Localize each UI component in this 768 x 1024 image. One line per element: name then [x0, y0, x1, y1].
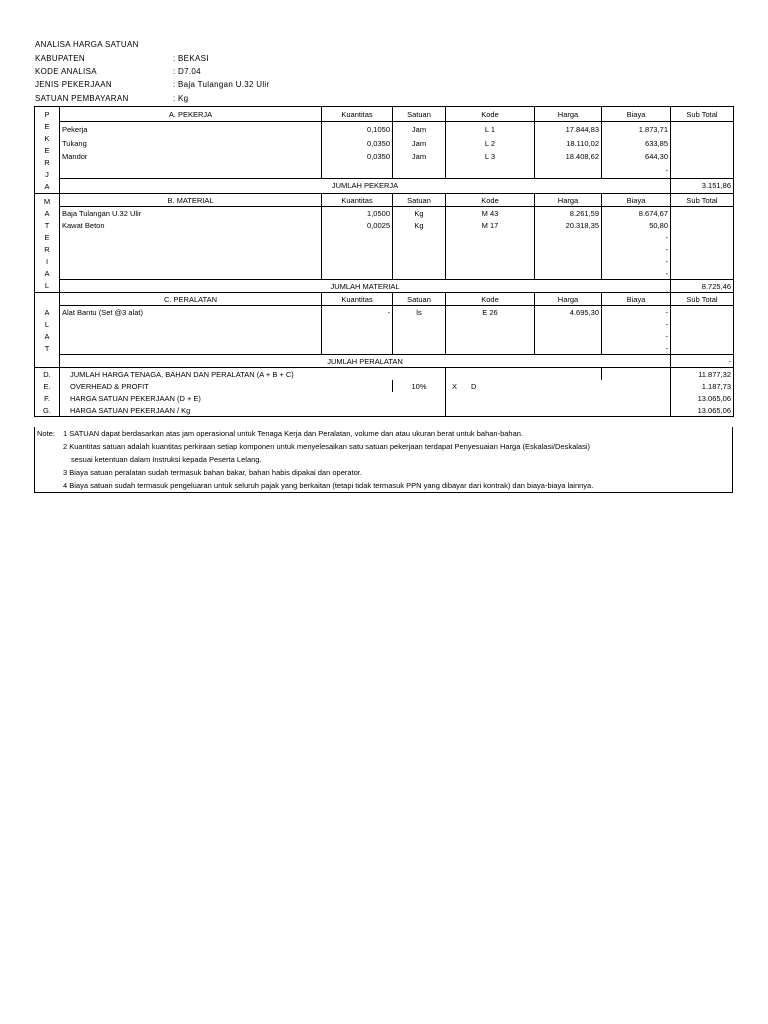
table-row: - [35, 267, 734, 280]
note-line-2: 2 Kuantitas satuan adalah kuantitas perkiraan setiap komponen untuk menyelesaikan satu satuan pekerjaan terdapat Penyesuaian Harga (Eskalasi/Deskalasi) [63, 442, 590, 451]
header-label-jenis: JENIS PEKERJAAN [35, 80, 112, 89]
pekerja-header-row [35, 107, 734, 122]
table-row: - [35, 342, 734, 355]
col-harga: Harga [535, 107, 602, 122]
table-row: - [35, 330, 734, 342]
header-value-satuan: : Kg [173, 94, 189, 103]
header-value-jenis: : Baja Tulangan U.32 Ulir [173, 80, 270, 89]
header-label-kabupaten: KABUPATEN [35, 54, 85, 63]
notes-block [34, 427, 733, 493]
table-row: - [35, 255, 734, 267]
material-total-row [35, 280, 734, 293]
table-row: - [35, 231, 734, 243]
col-satuan: Satuan [393, 107, 446, 122]
peralatan-total-label: JUMLAH PERALATAN [60, 355, 671, 368]
note-line-2b: sesuai ketentuan dalam Instruksi kepada Peserta Lelang. [71, 455, 262, 464]
summary-row-d: D. JUMLAH HARGA TENAGA, BAHAN DAN PERALATAN (A + B + C) 11.877,32 [35, 368, 734, 381]
pekerja-total-value: 3.151,86 [671, 178, 734, 193]
table-row: Pekerja 0,1050 Jam L 1 17.844,83 1.873,71 [35, 122, 734, 137]
table-row: Tukang 0,0350 Jam L 2 18.110,02 633,85 [35, 136, 734, 150]
note-line-3: 3 Biaya satuan peralatan sudah termasuk bahan bakar, bahan habis dipakai dan operator. [63, 468, 362, 477]
document-title: ANALISA HARGA SATUAN [35, 40, 139, 49]
peralatan-side-label: A L A T [35, 293, 60, 368]
table-row: - [35, 318, 734, 330]
notes-label: Note: [37, 429, 55, 438]
material-total-value: 8.725,46 [671, 280, 734, 293]
peralatan-header-row: A L A T C. PERALATAN Kuantitas Satuan Kode Harga Biaya Sub Total [35, 293, 734, 306]
material-title: B. MATERIAL [60, 194, 322, 207]
pekerja-total-label: JUMLAH PEKERJA [60, 178, 671, 193]
table-row: Baja Tulangan U.32 Ulir 1,0500 Kg M 43 8.261,59 8.674,67 [35, 207, 734, 220]
table-row: Alat Bantu (Set @3 alat) - ls E 26 4.695,30 - [35, 306, 734, 319]
peralatan-title: C. PERALATAN [60, 293, 322, 306]
note-line-4: 4 Biaya satuan sudah termasuk pengeluaran untuk seluruh pajak yang berkaitan (tetapi tidak termasuk PPN yang dibayar dari kontrak) dan biaya-biaya lainnya. [63, 481, 594, 490]
col-biaya: Biaya [602, 107, 671, 122]
col-kode: Kode [446, 107, 535, 122]
pekerja-side-label: P E K E R J A [35, 107, 60, 194]
table-row: - [35, 164, 734, 179]
table-row: - [35, 243, 734, 255]
header-label-kode: KODE ANALISA [35, 67, 97, 76]
col-kuantitas: Kuantitas [322, 107, 393, 122]
material-total-label: JUMLAH MATERIAL [60, 280, 671, 293]
col-subtotal: Sub Total [671, 107, 734, 122]
table-row: Mandor 0,0350 Jam L 3 18.408,62 644,30 [35, 150, 734, 164]
header-value-kode: : D7.04 [173, 67, 201, 76]
material-side-label: M A T E R I A L [35, 194, 60, 293]
material-header-row: M A T E R I A L B. MATERIAL Kuantitas Satuan Kode Harga Biaya Sub Total [35, 194, 734, 207]
header-value-kabupaten: : BEKASI [173, 54, 209, 63]
note-line-1: Note: 1 SATUAN dapat berdasarkan atas jam operasional untuk Tenaga Kerja dan Peralatan, volume dan atau ukuran berat untuk bahan-bahan. [37, 429, 524, 438]
summary-row-e: E. OVERHEAD & PROFIT 10% X D 1.187,73 [35, 380, 734, 392]
pekerja-title: A. PEKERJA [60, 107, 322, 122]
peralatan-total-row [35, 355, 734, 368]
pekerja-total-row [35, 178, 734, 193]
table-row: Kawat Beton 0,0025 Kg M 17 20.318,35 50,80 [35, 219, 734, 231]
summary-row-g: G. HARGA SATUAN PEKERJAAN / Kg 13.065,06 [35, 404, 734, 417]
summary-row-f: F. HARGA SATUAN PEKERJAAN (D + E) 13.065,06 [35, 392, 734, 404]
peralatan-total-value: - [671, 355, 734, 368]
analysis-table [34, 106, 734, 417]
header-label-satuan: SATUAN PEMBAYARAN [35, 94, 129, 103]
